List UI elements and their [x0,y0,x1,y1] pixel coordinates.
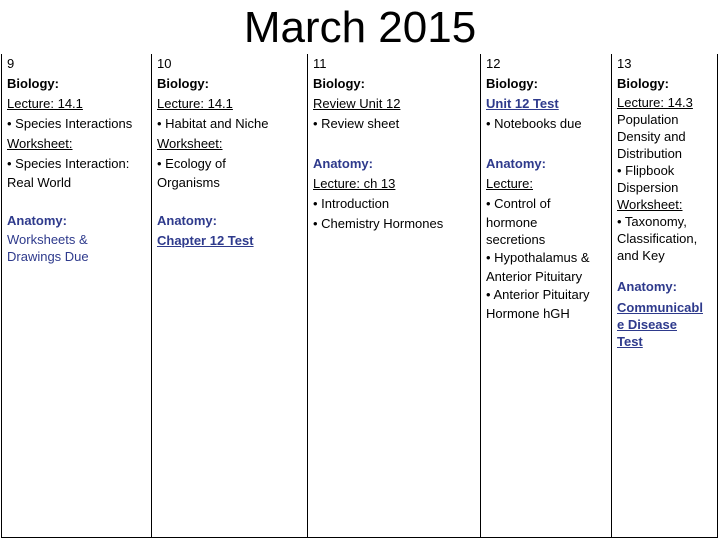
day-number: 10 [157,56,172,71]
worksheet-label: Worksheet: [157,136,223,151]
anatomy-heading: Anatomy: [7,213,67,228]
topic-item: • Species Interactions [7,116,133,131]
day-cell-9 [2,47,152,537]
spacer [157,191,302,211]
lecture-label: Lecture: [486,176,533,191]
topic-item: • Species Interaction: [7,156,130,171]
anatomy-test: Test [617,334,643,349]
biology-heading: Biology: [617,76,669,91]
lecture-label: Lecture: 14.3 [617,95,693,110]
topic-line: Population [617,112,679,127]
topic-item: • Hypothalamus & [486,250,590,265]
topic-item-cont: Real World [7,175,72,190]
topic-item: • Chemistry Hormones [313,216,444,231]
week-grid [1,46,718,538]
anatomy-test: e Disease [617,317,677,332]
lecture-label: Lecture: 14.1 [7,96,83,111]
topic-item-cont: and Key [617,248,665,263]
topic-item-cont: hormone [486,215,538,230]
topic-item: • Review sheet [313,116,400,131]
anatomy-heading: Anatomy: [617,279,677,294]
anatomy-note: Worksheets & [7,232,88,247]
lecture-label: Lecture: 14.1 [157,96,233,111]
topic-item-cont: Classification, [617,231,698,246]
day-number: 12 [486,56,501,71]
topic-item: • Taxonomy, [617,214,687,229]
topic-item: • Anterior Pituitary [486,287,590,302]
anatomy-heading: Anatomy: [486,156,546,171]
day-cell-12 [481,47,612,537]
anatomy-test: Chapter 12 Test [157,233,254,248]
topic-item-cont: Organisms [157,175,220,190]
biology-heading: Biology: [486,76,538,91]
anatomy-heading: Anatomy: [313,156,373,171]
calendar-title-text: March 2015 [238,3,482,52]
day-number: 13 [617,56,632,71]
topic-item-cont: Dispersion [617,180,679,195]
topic-line: Distribution [617,146,683,161]
topic-item-cont: Anterior Pituitary [486,269,583,284]
review-label: Review Unit 12 [313,96,401,111]
spacer [313,134,475,154]
topic-item: • Notebooks due [486,116,582,131]
topic-item: • Control of [486,196,551,211]
anatomy-note: Drawings Due [7,249,89,264]
topic-line: Density and [617,129,686,144]
topic-item: • Flipbook [617,163,675,178]
biology-heading: Biology: [313,76,365,91]
spacer [7,191,146,211]
biology-heading: Biology: [157,76,209,91]
anatomy-test: Communicabl [617,300,703,315]
day-cell-11 [308,47,481,537]
anatomy-heading: Anatomy: [157,213,217,228]
spacer [617,264,712,278]
topic-item: • Ecology of [157,156,226,171]
topic-item: • Introduction [313,196,390,211]
day-cell-10 [152,47,308,537]
topic-item-cont: secretions [486,232,546,247]
lecture-label: Lecture: ch 13 [313,176,396,191]
biology-heading: Biology: [7,76,59,91]
worksheet-label: Worksheet: [617,197,683,212]
topic-item: • Habitat and Niche [157,116,269,131]
worksheet-label: Worksheet: [7,136,73,151]
biology-test: Unit 12 Test [486,96,559,111]
spacer [486,134,606,154]
day-number: 11 [313,56,327,71]
day-number: 9 [7,56,15,71]
calendar-title [0,2,720,54]
day-cell-13 [612,47,717,537]
topic-item-cont: Hormone hGH [486,306,570,321]
